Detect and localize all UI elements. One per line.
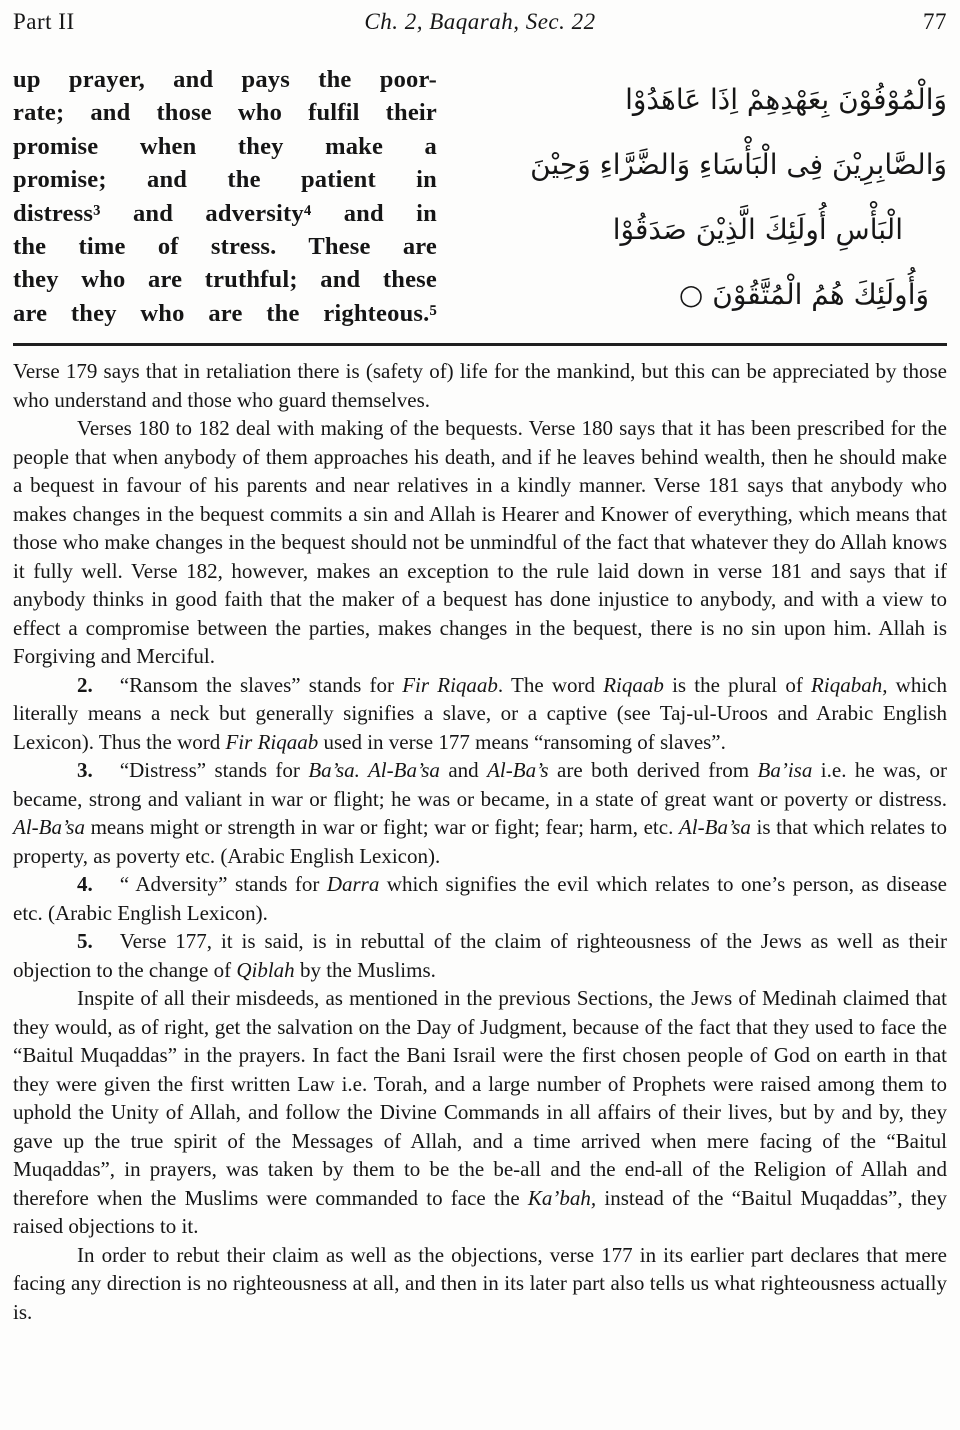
text-segment: “Distress” stands for — [119, 758, 309, 783]
text-segment: which signifies the evil which relates to one’s person, as disease etc. (Arabic English Lexicon). — [13, 872, 948, 925]
english-line: promise when they make a — [13, 132, 437, 160]
english-translation — [13, 63, 437, 330]
english-line: are they who are the righteous.⁵ — [13, 299, 437, 327]
text-segment: used in verse 177 means “ransoming of slaves”. — [318, 729, 726, 754]
paragraph-note-2 — [13, 671, 947, 757]
text-segment: Riqaab — [603, 672, 664, 697]
text-segment: Al-Ba’sa — [678, 815, 751, 840]
text-segment: instead of the “Baitul Muqaddas”, they raised objections to it. — [13, 1185, 947, 1239]
english-line: promise; and the patient in — [13, 166, 437, 194]
arabic-line: وَالصَّابِرِيْنَ فِى الْبَأْسَاءِ وَالضَّرَّاءِ وَحِيْنَ — [530, 148, 947, 181]
text-segment: by the Muslims. — [294, 957, 436, 982]
text-segment: are both derived from — [548, 758, 758, 783]
page-number: 77 — [923, 9, 947, 34]
paragraph-note-5-conclusion — [13, 1241, 947, 1327]
text-segment: Fir Riqaab — [402, 672, 498, 697]
paragraph-note-1-bequests — [13, 414, 947, 671]
footnote-number: 4. — [77, 872, 93, 897]
english-line: they who are truthful; and these — [13, 266, 437, 294]
text-segment: Verse 177, it is said, is in rebuttal of the claim of righteousness of the Jews as well as their objection to the change of — [13, 929, 947, 982]
text-segment: Inspite of all their misdeeds, as mentioned in the previous Sections, the Jews of Medinah claimed that they would, as of right, get the salvation on the Day of Judgment, because of the fact that they used to face the “Baitul Muqaddas” in the prayers. In fact the Bani Israil were the first chosen people of God on earth in that they were given the first written Law i.e. Torah, and a large number of Prophets were raised among them to uphold the Unity of Allah, and follow the Divine Commands in all affairs of their lives, but by and by, they gave up the true spirit of the Messages of Allah, and a time arrived when mere facing of the “Baitul Muqaddas”, in prayers, was taken by them to be the be-all and the end-all of the Religion of Allah and therefore when the Muslims were commanded to face the — [13, 986, 947, 1210]
arabic-line: الْبَأْسِ أُولَئِكَ الَّذِيْنَ صَدَقُوْا — [612, 213, 903, 246]
text-segment: Ba’sa. Al-Ba’sa — [308, 758, 440, 783]
text-segment: is that which relates to property, as poverty etc. (Arabic English Lexicon). — [13, 815, 947, 868]
text-segment: Verse 179 says that in retaliation there is (safety of) life for the mankind, but this can be appreciated by those who understand and those who guard themselves. — [13, 359, 947, 412]
text-segment: means might or strength in war or fight; war or fight; fear; harm, etc. — [84, 815, 679, 840]
text-segment: is the plural of — [663, 672, 812, 697]
arabic-line: وَالْمُوْفُوْنَ بِعَهْدِهِمْ اِذَا عَاهَدُوْا — [625, 83, 947, 116]
footnote-number: 3. — [77, 758, 93, 783]
text-segment: . The word — [497, 672, 604, 697]
paragraph-note-4 — [13, 870, 947, 927]
paragraph-note-5-history — [13, 984, 947, 1241]
text-segment: Ka’bah, — [527, 1185, 597, 1210]
text-segment: i.e. he was, or became, strong and valiant in war or flight; he was or became, in a state of great want or poverty or distress. — [13, 758, 947, 811]
running-head — [13, 9, 947, 35]
text-segment: and — [439, 758, 488, 783]
text-segment: Fir Riqaab — [225, 729, 319, 754]
text-segment: Qiblah — [236, 957, 295, 982]
verse-block — [13, 63, 947, 330]
text-segment: In order to rebut their claim as well as the objections, verse 177 in its earlier part declares that mere facing any direction is no righteousness at all, and then in its later part also tells us what righteousness actually is. — [13, 1242, 947, 1324]
paragraph-note-1-continuation — [13, 357, 947, 414]
chapter-heading: Ch. 2, Baqarah, Sec. 22 — [364, 9, 596, 34]
text-segment: Al-Ba’s — [487, 758, 549, 783]
text-segment: Verses 180 to 182 deal with making of the bequests. Verse 180 says that it has been prescribed for the people that when anybody of them approaches his death, and if he leaves behind wealth, then he should make a bequest in favour of his parents and near relatives in a kindly manner. Verse 181 says that anybody who makes changes in the bequest commits a sin and Allah is Hearer and Knower of everything, which means that those who make changes in the bequest should not be unmindful of the fact that whatever they do Allah knows it fully well. Verse 182, however, makes an exception to the rule laid down in verse 181 and says that if anybody thinks in good faith that the maker of a bequest has done injustice to anybody, and with a view to effect a compromise between the parties, makes changes in the bequest, there is no sin upon him. Allah is Forgiving and Merciful. — [13, 416, 947, 669]
arabic-line: وَأُولَئِكَ هُمُ الْمُتَّقُوْنَ ○ — [678, 278, 929, 311]
text-segment: Al-Ba’sa — [13, 815, 85, 840]
part-label: Part II — [13, 9, 75, 34]
paragraph-note-3 — [13, 756, 947, 870]
text-segment: Darra — [326, 872, 380, 897]
commentary — [13, 357, 947, 1326]
english-line: up prayer, and pays the poor- — [13, 66, 437, 93]
footnote-divider — [13, 343, 947, 346]
text-segment: Riqabah, — [811, 672, 888, 697]
paragraph-note-5 — [13, 927, 947, 984]
text-segment: Ba’isa — [757, 758, 813, 783]
footnote-number: 5. — [77, 929, 93, 954]
english-line: distress³ and adversity⁴ and in — [13, 199, 437, 227]
arabic-verse — [437, 67, 947, 330]
english-line: the time of stress. These are — [13, 233, 437, 261]
footnote-number: 2. — [77, 672, 93, 697]
english-line: rate; and those who fulfil their — [13, 99, 437, 127]
text-segment: which literally means a neck but generally signifies a slave, or a captive (see Taj-ul-Uroos and Arabic English Lexicon). Thus the word — [13, 672, 947, 754]
text-segment: “ Adversity” stands for — [119, 872, 327, 897]
text-segment: “Ransom the slaves” stands for — [119, 672, 403, 697]
